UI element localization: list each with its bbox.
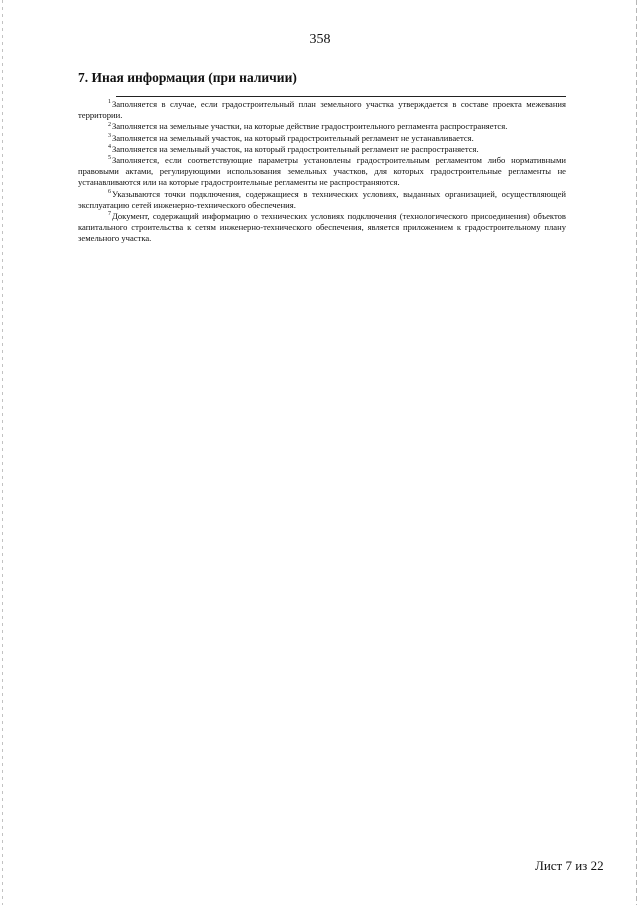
footnote-mark: 1 [108, 99, 111, 106]
footnotes-block [78, 99, 566, 245]
footnote-7 [78, 211, 566, 245]
footnote-mark: 5 [108, 155, 111, 162]
footnote-6 [78, 189, 566, 211]
section-title: 7. Иная информация (при наличии) [78, 70, 297, 85]
footnote-divider [116, 96, 566, 97]
footnote-1 [78, 99, 566, 121]
footnote-text: Заполняется на земельный участок, на который градостроительный регламент не устанавливается. [112, 132, 474, 143]
scan-edge-right [636, 0, 637, 905]
footnote-mark: 7 [108, 211, 111, 218]
footnote-5 [78, 155, 566, 189]
footnote-text: Заполняется в случае, если градостроительный план земельного участка утверждается в составе проекта межевания территории. [78, 99, 566, 121]
footnote-4 [78, 144, 566, 155]
footnote-text: Заполняется, если соответствующие параметры установлены градостроительным регламентом либо нормативными правовыми актами, регулирующими использования земельных участков, для которых градостроительные регламенты не устанавливаются или на которые градостроительные регламенты не распространяются. [78, 155, 566, 188]
footnote-text: Заполняется на земельный участок, на который градостроительный регламент не распространяется. [112, 143, 479, 154]
footnote-mark: 3 [108, 132, 111, 139]
footnote-mark: 4 [108, 143, 111, 150]
page-number: 358 [309, 32, 331, 47]
footnote-mark: 6 [108, 188, 111, 195]
scan-edge-left [2, 0, 3, 905]
footnote-text: Заполняется на земельные участки, на которые действие градостроительного регламента распространяется. [112, 121, 508, 132]
footnote-3 [78, 133, 566, 144]
footnote-text: Указываются точки подключения, содержащиеся в технических условиях, выданных организацией, осуществляющей эксплуатацию сетей инженерно-технического обеспечения. [78, 188, 566, 210]
footnote-text: Документ, содержащий информацию о технических условиях подключения (технологического присоединения) объектов капитального строительства к сетям инженерно-технического обеспечения, является приложением к градостроительному плану земельного участка. [78, 211, 566, 244]
footnote-mark: 2 [108, 121, 111, 128]
footnote-2 [78, 121, 566, 132]
sheet-counter: Лист 7 из 22 [535, 858, 604, 873]
